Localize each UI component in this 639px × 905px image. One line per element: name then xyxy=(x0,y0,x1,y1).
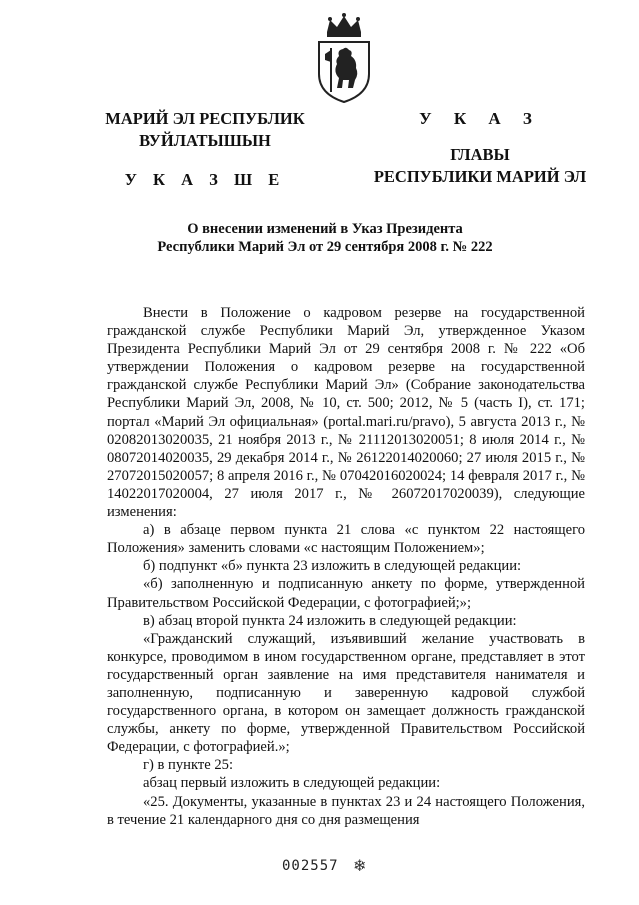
paragraph: «25. Документы, указанные в пунктах 23 и 24 настоящего Положения, в течение 21 календарного дня со дня размещения xyxy=(107,793,585,828)
decree-title-line1: О внесении изменений в Указ Президента xyxy=(187,221,463,237)
paragraph: «б) заполненную и подписанную анкету по форме, утвержденной Правительством Российской Федерации, с фотографией;»; xyxy=(107,576,585,611)
paragraph: а) в абзаце первом пункта 21 слова «с пунктом 22 настоящего Положения» заменить словами «с настоящим Положением»; xyxy=(107,522,585,557)
paragraph: б) подпункт «б» пункта 23 изложить в следующей редакции: xyxy=(143,558,522,575)
paragraph: г) в пункте 25: xyxy=(143,757,233,774)
coat-of-arms-icon xyxy=(313,12,375,104)
decree-body xyxy=(107,304,585,829)
decree-title-line2: Республики Марий Эл от 29 сентября 2008 г. № 222 xyxy=(157,239,493,255)
serial-number: 002557 xyxy=(282,858,339,874)
paragraph: абзац первый изложить в следующей редакции: xyxy=(143,775,441,792)
paragraph: в) абзац второй пункта 24 изложить в следующей редакции: xyxy=(143,612,517,629)
paragraph: Внести в Положение о кадровом резерве на государственной гражданской службе Республики Марий Эл, утвержденное Указом Президента Республики Марий Эл от 29 сентября 2008 г. № 222 «Об утверждении Положения о кадровом резерве на государственной гражданской службе Республики Марий Эл» (Собрание законодательства Республики Марий Эл, 2008, № 10, ст. 500; 2012, № 5 (часть I), ст. 171; портал «Марий Эл официальная» (portal.mari.ru/pravo), 5 августа 2013 г., № 02082013020035, 21 ноября 2013 г., № 21112013020051; 8 июля 2014 г., № 08072014020035, 29 декабря 2014 г., № 26122014020060; 27 июля 2015 г., № 27072015020057; 8 апреля 2016 г., № 07042016020024; 14 февраля 2017 г., № 14022017020004, 27 июля 2017 г., № 26072017020039), следующие изменения: xyxy=(107,305,585,521)
header-right-block xyxy=(360,108,600,188)
paragraph: «Гражданский служащий, изъявивший желание участвовать в конкурсе, проводимом в ином государственном органе, представляет в этот государственный орган заявление на имя представителя нанимателя и заполненную, подписанную и заверенную кадровой службой государственного органа, в котором он замещает должность гражданской службы, анкету по форме, утвержденной Правительством Российской Федерации, с фотографией.»; xyxy=(107,630,585,756)
header-right-line1: У К А З xyxy=(419,109,541,128)
decree-title xyxy=(90,220,560,256)
header-left-line3: У К А З Ш Е xyxy=(124,170,286,189)
header-left-line2: ВУЙЛАТЫШЫН xyxy=(139,131,271,150)
header-left-line1: МАРИЙ ЭЛ РЕСПУБЛИК xyxy=(105,109,305,128)
snowflake-icon: ❄ xyxy=(353,858,367,875)
header-right-line2: ГЛАВЫ xyxy=(450,145,510,164)
header-left-block xyxy=(100,108,310,191)
header-right-line3: РЕСПУБЛИКИ МАРИЙ ЭЛ xyxy=(373,167,587,186)
